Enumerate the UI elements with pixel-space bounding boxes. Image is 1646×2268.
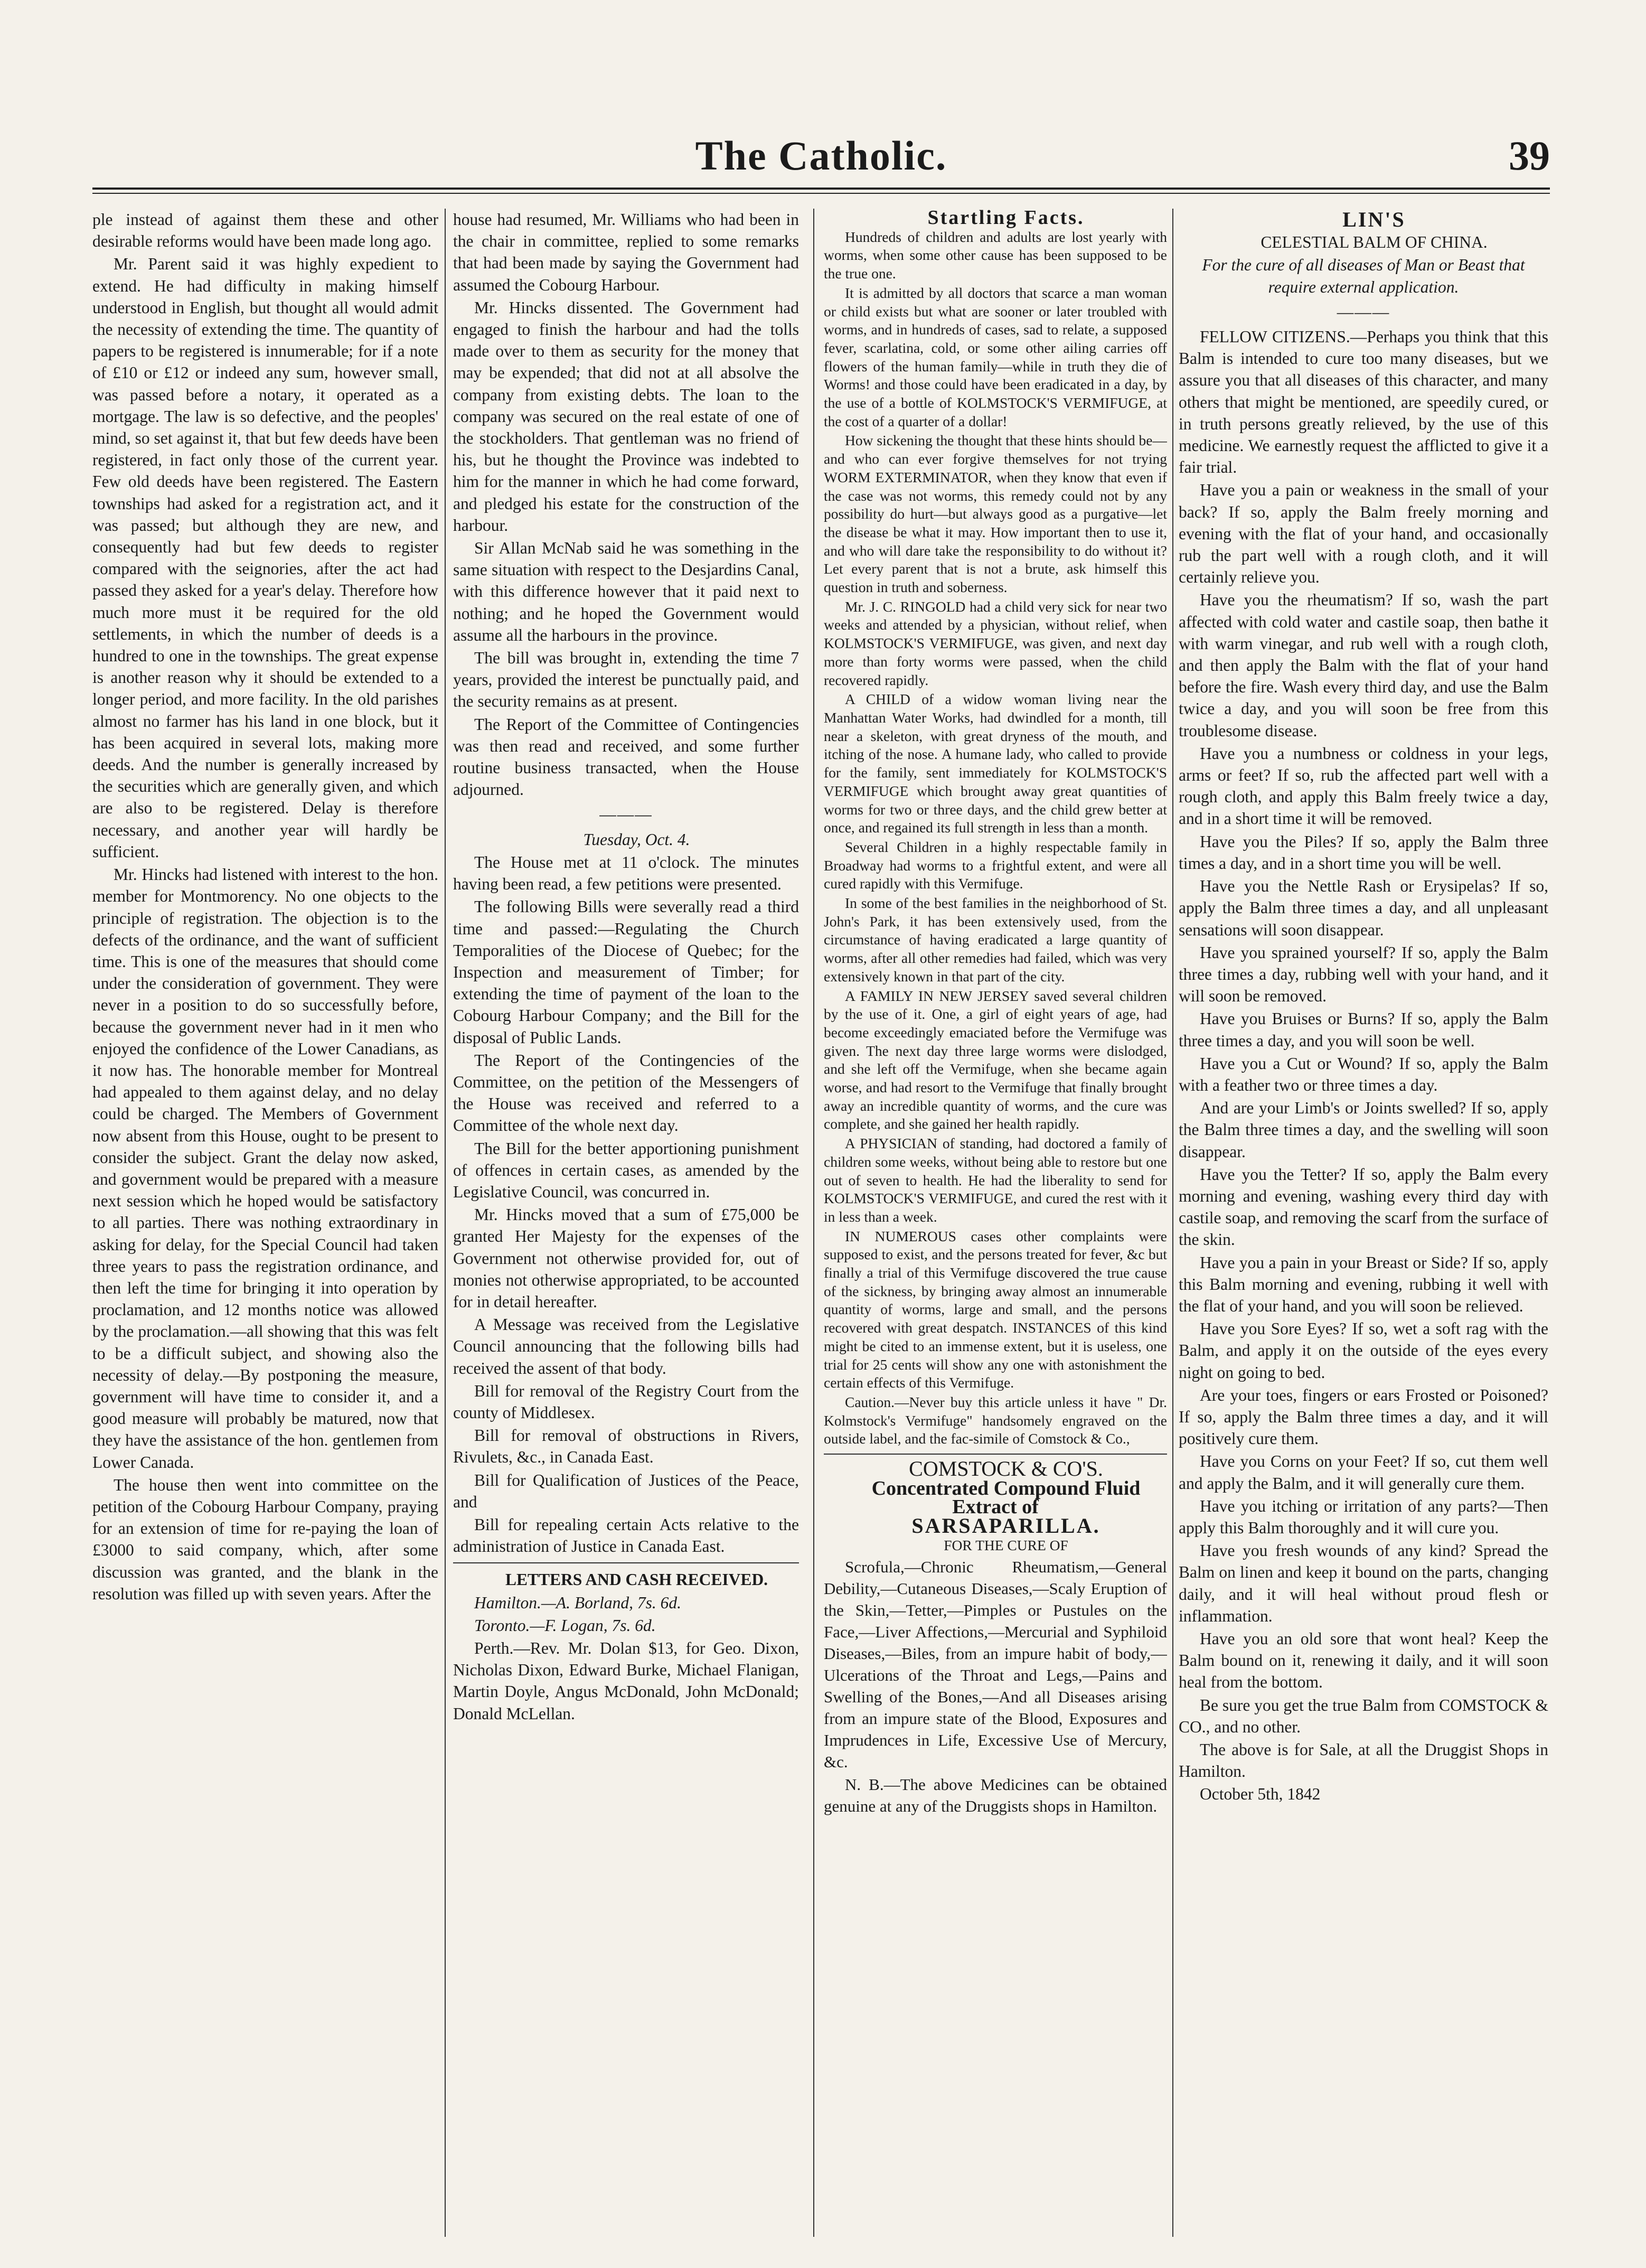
lins-heading: LIN'S [1342, 209, 1406, 231]
header-rule [92, 188, 1550, 194]
paragraph: Mr. Hincks moved that a sum of £75,000 be granted Her Majesty for the expenses of the Government not otherwise provided for, out of monies not otherwise appropriated, to be accounted for in detail hereafter. [453, 1205, 799, 1311]
paragraph: Have you Corns on your Feet? If so, cut them well and apply the Balm, and it will generally cure them. [1179, 1452, 1548, 1493]
column-2 [453, 209, 799, 2237]
column-4 [1179, 209, 1548, 2237]
paragraph: FELLOW CITIZENS.—Perhaps you think that this Balm is intended to cure too many diseases, but we assure you that all diseases of this character, and many others that might be mentioned, are speedily cured, or in truth persons greatly relieved, by the use of this medicine. We earnestly request the afflicted to give it a fair trial. [1179, 327, 1548, 477]
paragraph: Have you Sore Eyes? If so, wet a soft rag with the Balm, and apply it on the outside of the eyes every night on going to bed. [1179, 1319, 1548, 1382]
paragraph: A PHYSICIAN of standing, had doctored a family of children some weeks, without being able to restore but one out of seven to health. He had the liberality to send for KOLMSTOCK'S VERMIFUGE, and cured the rest with it in less than a week. [824, 1135, 1167, 1225]
paragraph: Mr. Hincks had listened with interest to the hon. member for Montmorency. No one objects to the principle of registration. The objection is to the defects of the ordinance, and the want of sufficient time. This is one of the measures that should come under the consideration of government. They were never in a position to do so successfully before, because the government never had in it men who enjoyed the confidence of the Lower Canadians, as it now has. The honorable member for Montreal had appealed to them against delay, and no delay could be charged. The Members of Government now absent from this House, ought to be present to consider the subject. Grant the delay now asked, and government would be prepared with a measure next session which he hoped would be satisfactory to all parties. There was nothing extraordinary in asking for delay, for the Special Council had taken three years to pass the registration ordinance, and then left the time for bringing it into operation by proclamation, and 12 months notice was allowed by the proclamation.—all showing that this was felt to be a difficult subject, and showing also the necessity of delay.—By postponing the measure, government will have time to consider it, and a good measure will probably be matured, now that they have the assistance of the hon. gentlemen from Lower Canada. [92, 865, 438, 1472]
page-number: 39 [1509, 133, 1550, 179]
paragraph: house had resumed, Mr. Williams who had been in the chair in committee, replied to some remarks that had been made by saying the Government had assumed the Cobourg Harbour. [453, 210, 799, 294]
paragraph: Have you a numbness or coldness in your legs, arms or feet? If so, rub the affected part well with a rough cloth, and apply this Balm freely twice a day, and in a short time it will be removed. [1179, 744, 1548, 828]
paragraph: Have you itching or irritation of any parts?—Then apply this Balm thoroughly and it will cure you. [1179, 1496, 1548, 1537]
comstock-heading: COMSTOCK & CO'S. [909, 1457, 1103, 1481]
paragraph: ple instead of against them these and other desirable reforms would have been made long ago. [92, 210, 438, 251]
paragraph: The House met at 11 o'clock. The minutes having been read, a few petitions were presented. [453, 852, 799, 894]
page-header [92, 132, 1550, 190]
paragraph: The Bill for the better apportioning punishment of offences in certain cases, as amended by the Legislative Council, was concurred in. [453, 1139, 799, 1201]
paragraph: The bill was brought in, extending the time 7 years, provided the interest be punctually paid, and the security remains as at present. [453, 649, 799, 711]
paragraph: A Message was received from the Legislative Council announcing that the following bills had received the assent of that body. [453, 1315, 799, 1377]
paragraph: Have you the Piles? If so, apply the Balm three times a day, and in a short time you will be well. [1179, 832, 1548, 873]
paragraph: Have you a pain or weakness in the small of your back? If so, apply the Balm freely morning and evening with the flat of your hand, and occasionally rub the part well with a rough cloth, and it will certainly relieve you. [1179, 481, 1548, 587]
paragraph: And are your Limb's or Joints swelled? If so, apply the Balm three times a day, and the swelling will soon disappear. [1179, 1099, 1548, 1161]
paragraph: Sir Allan McNab said he was something in the same situation with respect to the Desjardins Canal, with this difference however that it paid next to nothing; and he hoped the Government would assume all the harbours in the province. [453, 539, 799, 644]
paragraph: The above is for Sale, at all the Druggist Shops in Hamilton. [1179, 1740, 1548, 1781]
paragraph: In some of the best families in the neighborhood of St. John's Park, it has been extensively used, from the circumstance of having eradicated a large quantity of worms, after all other remedies had failed, which was very extensively known in that part of the city. [824, 895, 1167, 985]
letter-entry: Hamilton.—A. Borland, 7s. 6d. [474, 1593, 682, 1612]
paragraph: The Report of the Committee of Contingencies was then read and received, and some further routine business transacted, when the House adjourned. [453, 715, 799, 799]
paragraph: Caution.—Never buy this article unless it have " Dr. Kolmstock's Vermifuge" handsomely engraved on the outside label, and the fac-simile of Comstock & Co., [824, 1394, 1167, 1447]
cure-heading: FOR THE CURE OF [944, 1536, 1068, 1553]
compound-heading: Concentrated Compound Fluid Extract of [871, 1477, 1141, 1518]
paragraph: Be sure you get the true Balm from COMSTOCK & CO., and no other. [1179, 1695, 1548, 1736]
masthead-title: The Catholic. [695, 133, 947, 179]
paragraph: A FAMILY IN NEW JERSEY saved several children by the use of it. One, a girl of eight years of age, had become exceedingly emaciated before the Vermifuge was given. The next day three large worms were dislodged, and she left off the Vermifuge, when she became again worse, and had resort to the Vermifuge that finally brought away an incredible quantity of worms, and the cure was complete, and she gained her health rapidly. [824, 987, 1167, 1132]
paragraph: Have you a Cut or Wound? If so, apply the Balm with a feather two or three times a day. [1179, 1054, 1548, 1094]
section-rule [453, 1562, 799, 1563]
column-divider [445, 209, 446, 2237]
paragraph: Have you the Nettle Rash or Erysipelas? If so, apply the Balm three times a day, and all unpleasant sensations will soon disappear. [1179, 877, 1548, 939]
dateline: October 5th, 1842 [1200, 1785, 1321, 1804]
paragraph: Have you the rheumatism? If so, wash the part affected with cold water and castile soap, then bathe it with warm vinegar, and rub well with a rough cloth, and then apply the Balm with the flat of your hand before the fire. Wash every third day, and use the Balm twice a day, and you will soon be free from this troublesome disease. [1179, 591, 1548, 740]
sarsaparilla-heading: SARSAPARILLA. [911, 1514, 1101, 1538]
paragraph: Have you Bruises or Burns? If so, apply the Balm three times a day, and you will soon be well. [1179, 1009, 1548, 1050]
paragraph: Scrofula,—Chronic Rheumatism,—General Debility,—Cutaneous Diseases,—Scaly Eruption of the Skin,—Tetter,—Pimples or Pustules on the Face,—Liver Affections,—Mercurial and Syphiloid Diseases,—Biles, from an impure habit of body,—Ulcerations of the Throat and Legs,—Pains and Swelling of the Bones,—And all Diseases arising from an impure state of the Blood, Exposures and Imprudences in Life, Excessive Use of Mercury, &c. [824, 1557, 1167, 1771]
paragraph: Are your toes, fingers or ears Frosted or Poisoned? If so, apply the Balm three times a day, and it will positively cure them. [1179, 1385, 1548, 1448]
advert-rule [824, 1454, 1167, 1455]
column-3 [824, 209, 1167, 2237]
paragraph: Bill for removal of the Registry Court from the county of Middlesex. [453, 1381, 799, 1422]
letters-heading: LETTERS AND CASH RECEIVED. [505, 1570, 768, 1589]
paragraph: Bill for Qualification of Justices of the Peace, and [453, 1470, 799, 1511]
letter-entry: Perth.—Rev. Mr. Dolan $13, for Geo. Dixon, Nicholas Dixon, Edward Burke, Michael Flanigan, Martin Doyle, Angus McDonald, John McDonald; Donald McLellan. [453, 1639, 799, 1723]
paragraph: The house then went into committee on the petition of the Cobourg Harbour Company, praying for an extension of time for re-paying the loan of £3000 to said company, which, after some discussion was granted, and the blank in the resolution was filled up with seven years. After the [92, 1475, 438, 1603]
paragraph: Have you a pain in your Breast or Side? If so, apply this Balm morning and evening, rubbing it well with the flat of your hand, and you will soon be relieved. [1179, 1253, 1548, 1315]
paragraph: Several Children in a highly respectable family in Broadway had worms to a frightful extent, and were all cured rapidly with this Vermifuge. [824, 838, 1167, 892]
paragraph: N. B.—The above Medicines can be obtained genuine at any of the Druggists shops in Hamilton. [824, 1775, 1167, 1815]
paragraph: The Report of the Contingencies of the Committee, on the petition of the Messengers of the House was received and referred to a Committee of the whole next day. [453, 1051, 799, 1135]
paragraph: Mr. Parent said it was highly expedient to extend. He had difficulty in making himself understood in English, but thought all would admit the necessity of extending the time. The quantity of papers to be registered is innumerable; for if a note of £10 or £12 or indeed any sum, however small, was passed before a notary, it operated as a mortgage. The law is so defective, and the peoples' mind, so set against it, that but few deeds have been registered, in fact only those of the current year. Few old deeds have been registered. The Eastern townships had asked for a registration act, and it was passed; but although they are new, and consequently had but few deeds to register compared with the seignories, after the act had passed they asked for a year's delay. Therefore how much more must it be required for the old settlements, in which the number of deeds is a hundred to one in the townships. The great expense is another reason why it should be extended to a longer period, and more facility. In the old parishes almost no farmer has his land in one block, but it has been acquired in several lots, making more deeds. And the number is generally increased by the securities which are generally given, and which are also to be registered. Delay is therefore necessary, and another year will hardly be sufficient. [92, 255, 438, 861]
paragraph: Hundreds of children and adults are lost yearly with worms, when some other cause has been supposed to be the true one. [824, 228, 1167, 282]
balm-subheading: For the cure of all diseases of Man or Beast that require external application. [1202, 256, 1525, 296]
letter-entry: Toronto.—F. Logan, 7s. 6d. [474, 1616, 656, 1635]
paragraph: Bill for removal of obstructions in Rivers, Rivulets, &c., in Canada East. [453, 1426, 799, 1467]
section-divider: ——— [599, 805, 653, 824]
paragraph: Mr. Hincks dissented. The Government had engaged to finish the harbour and had the tolls made over to them as security for the money that may be expended; that did not at all absolve the company from existing debts. The loan to the company was secured on the real estate of one of the stockholders. That gentleman was no friend of his, but he thought the Province was indebted to him for the manner in which he had come forward, and pledged his estate for the construction of the harbour. [453, 298, 799, 535]
startling-facts-heading: Startling Facts. [927, 209, 1085, 229]
paragraph: It is admitted by all doctors that scarce a man woman or child exists but what are sooner or later troubled with worms, and in hundreds of cases, sad to relate, a supposed fever, scarlatina, cold, or some other ailing carries off flowers of the human family—while in truth they die of Worms! and those could have been eradicated in a day, by the use of a bottle of KOLMSTOCK'S VERMIFUGE, at the cost of a quarter of a dollar! [824, 284, 1167, 429]
paragraph: A CHILD of a widow woman living near the Manhattan Water Works, had dwindled for a month, till near a skeleton, with great dryness of the mouth, and itching of the nose. A humane lady, who called to provide for the family, sent immediately for KOLMSTOCK'S VERMIFUGE which brought away great quantities of worms for two or three days, and the child grew better at once, and regained its full strength in less than a month. [824, 691, 1167, 836]
paragraph: Mr. J. C. RINGOLD had a child very sick for near two weeks and attended by a physician, without relief, when KOLMSTOCK'S VERMIFUGE, was given, and next day more than forty worms were passed, when the child recovered rapidly. [824, 598, 1167, 688]
paragraph: Have you the Tetter? If so, apply the Balm every morning and evening, washing every third day with castile soap, and removing the scarf from the surface of the skin. [1179, 1165, 1548, 1249]
column-divider [813, 209, 814, 2237]
paragraph: How sickening the thought that these hints should be—and who can ever forgive themselves for not trying WORM EXTERMINATOR, when they know that even if the case was not worms, this remedy could not by any possibility do hurt—but always good as a purgative—let the disease be what it may. How important then to use it, and who will dare take the responsibility to do without it? Let every parent that is not a brute, ask himself this question in truth and soberness. [824, 432, 1167, 596]
paragraph: IN NUMEROUS cases other complaints were supposed to exist, and the persons treated for fever, &c but finally a trial of this Vermifuge discovered the true cause of the sickness, by bringing away almost an innumerable quantity of worms, large and small, and the persons recovered with great despatch. INSTANCES of this kind might be cited to an immense extent, but it is useless, one trial for 25 cents will show any one with astonishment the certain effects of this Vermifuge. [824, 1227, 1167, 1391]
section-divider: ——— [1337, 302, 1390, 321]
paragraph: Have you fresh wounds of any kind? Spread the Balm on linen and keep it bound on the parts, changing daily, and it will heal without proud flesh or inflammation. [1179, 1541, 1548, 1625]
balm-heading: CELESTIAL BALM OF CHINA. [1261, 233, 1488, 252]
column-divider [1172, 209, 1173, 2237]
paragraph: Bill for repealing certain Acts relative to the administration of Justice in Canada East. [453, 1515, 799, 1556]
paragraph: Have you an old sore that wont heal? Keep the Balm bound on it, renewing it daily, and it will soon heal from the bottom. [1179, 1629, 1548, 1692]
date-heading: Tuesday, Oct. 4. [583, 830, 690, 849]
column-1 [92, 209, 438, 2237]
paragraph: Have you sprained yourself? If so, apply the Balm three times a day, rubbing well with your hand, and it will soon be removed. [1179, 943, 1548, 1006]
paragraph: The following Bills were severally read a third time and passed:—Regulating the Church Temporalities of the Diocese of Quebec; for the Inspection and measurement of Timber; for extending the time of payment of the loan to the Cobourg Harbour Company; and the Bill for the disposal of Public Lands. [453, 897, 799, 1047]
